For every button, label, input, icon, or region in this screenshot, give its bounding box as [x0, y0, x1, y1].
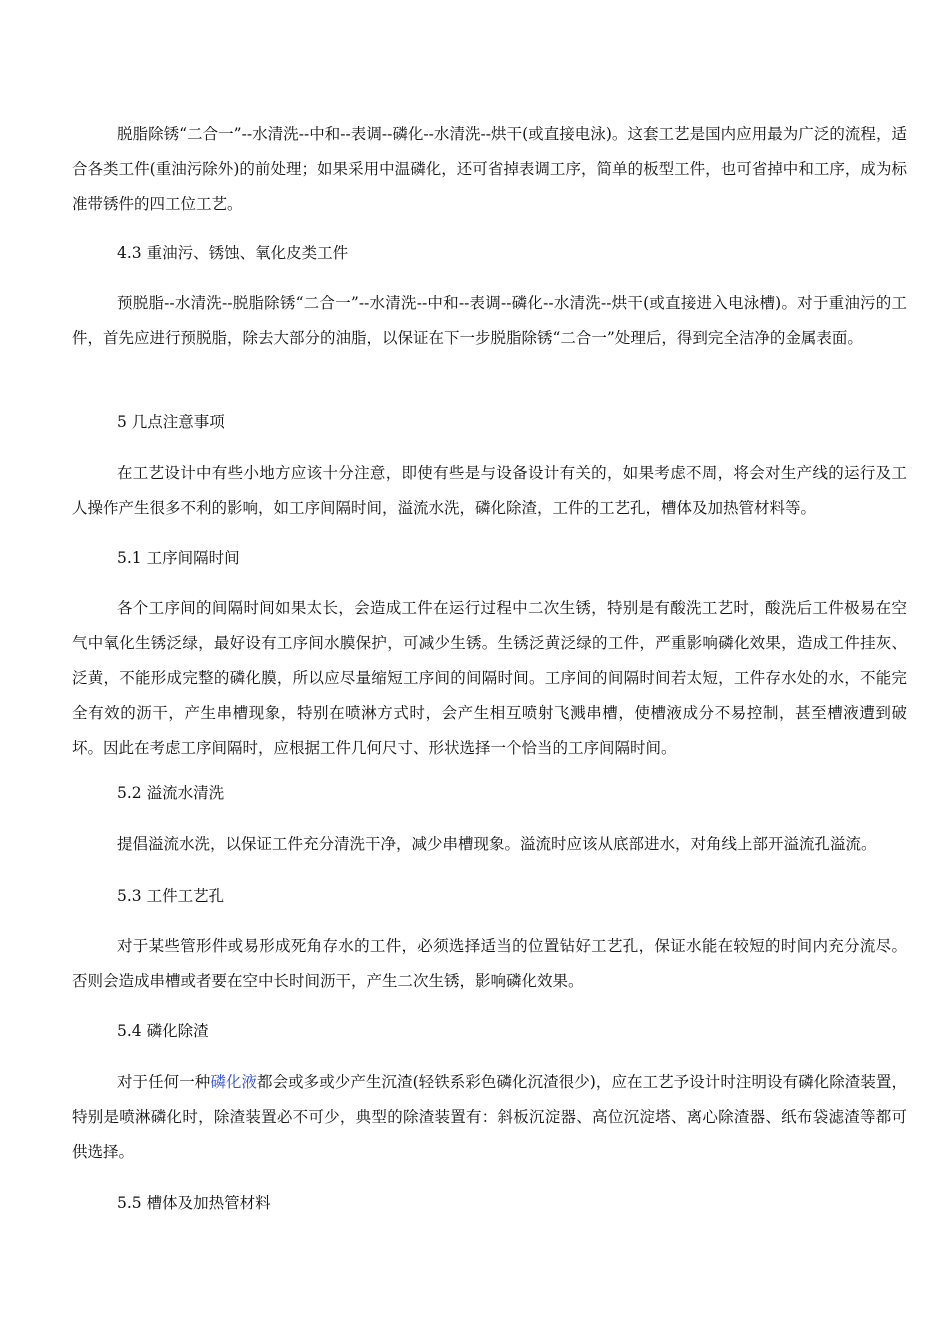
heading-4-3: 4.3 重油污、锈蚀、氧化皮类工件	[117, 244, 349, 262]
phosphating-solution-link[interactable]: 磷化液	[210, 1073, 258, 1091]
paragraph-5-2-body: 提倡溢流水洗，以保证工件充分清洗干净，减少串槽现象。溢流时应该从底部进水，对角线上部开溢流孔溢流。	[117, 835, 877, 853]
heading-5-2: 5.2 溢流水清洗	[117, 784, 225, 802]
paragraph-5-body: 在工艺设计中有些小地方应该十分注意，即使有些是与设备设计有关的，如果考虑不周，将会对生产线的运行及工人操作产生很多不利的影响，如工序间隔时间，溢流水洗，磷化除渣，工件的工艺孔，槽体及加热管材料等。	[72, 464, 907, 517]
paragraph-5-1-body: 各个工序间的间隔时间如果太长，会造成工件在运行过程中二次生锈，特别是有酸洗工艺时，酸洗后工件极易在空气中氧化生锈泛绿，最好设有工序间水膜保护，可减少生锈。生锈泛黄泛绿的工件，严重影响磷化效果，造成工件挂灰、泛黄，不能形成完整的磷化膜，所以应尽量缩短工序间的间隔时间。工序间的间隔时间若太短，工件存水处的水，不能完全有效的沥干，产生串槽现象，特别在喷淋方式时，会产生相互喷射飞溅串槽，使槽液成分不易控制，甚至槽液遭到破坏。因此在考虑工序间隔时，应根据工件几何尺寸、形状选择一个恰当的工序间隔时间。	[72, 599, 907, 757]
heading-5-5: 5.5 槽体及加热管材料	[117, 1194, 271, 1212]
heading-5: 5 几点注意事项	[117, 413, 225, 431]
paragraph-5-4-body	[72, 1065, 907, 1170]
paragraph-4-2-body: 脱脂除锈“二合一”--水清洗--中和--表调--磷化--水清洗--烘干(或直接电泳)。这套工艺是国内应用最为广泛的流程，适合各类工件(重油污除外)的前处理；如果采用中温磷化，还可省掉表调工序，简单的板型工件，也可省掉中和工序，成为标准带锈件的四工位工艺。	[72, 125, 907, 213]
paragraph-5-3-body: 对于某些管形件或易形成死角存水的工件，必须选择适当的位置钻好工艺孔，保证水能在较短的时间内充分流尽。否则会造成串槽或者要在空中长时间沥干，产生二次生锈，影响磷化效果。	[72, 937, 907, 990]
heading-5-4: 5.4 磷化除渣	[117, 1022, 209, 1040]
paragraph-4-3-body: 预脱脂--水清洗--脱脂除锈“二合一”--水清洗--中和--表调--磷化--水清洗--烘干(或直接进入电泳槽)。对于重油污的工件，首先应进行预脱脂，除去大部分的油脂，以保证在下一步脱脂除锈“二合一”处理后，得到完全洁净的金属表面。	[72, 294, 907, 347]
heading-5-1: 5.1 工序间隔时间	[117, 549, 240, 567]
paragraph-5-4-text-end: 都会或多或少产生沉渣(轻铁系彩色磷化沉渣很少)，应在工艺予设计时注明设有磷化除渣装置，特别是喷淋磷化时，除渣装置必不可少，典型的除渣装置有：斜板沉淀器、高位沉淀塔、离心除渣器、纸布袋滤渣等都可供选择。	[72, 1073, 907, 1161]
paragraph-5-4-text-start: 对于任何一种	[117, 1073, 211, 1091]
heading-5-3: 5.3 工件工艺孔	[117, 887, 225, 905]
